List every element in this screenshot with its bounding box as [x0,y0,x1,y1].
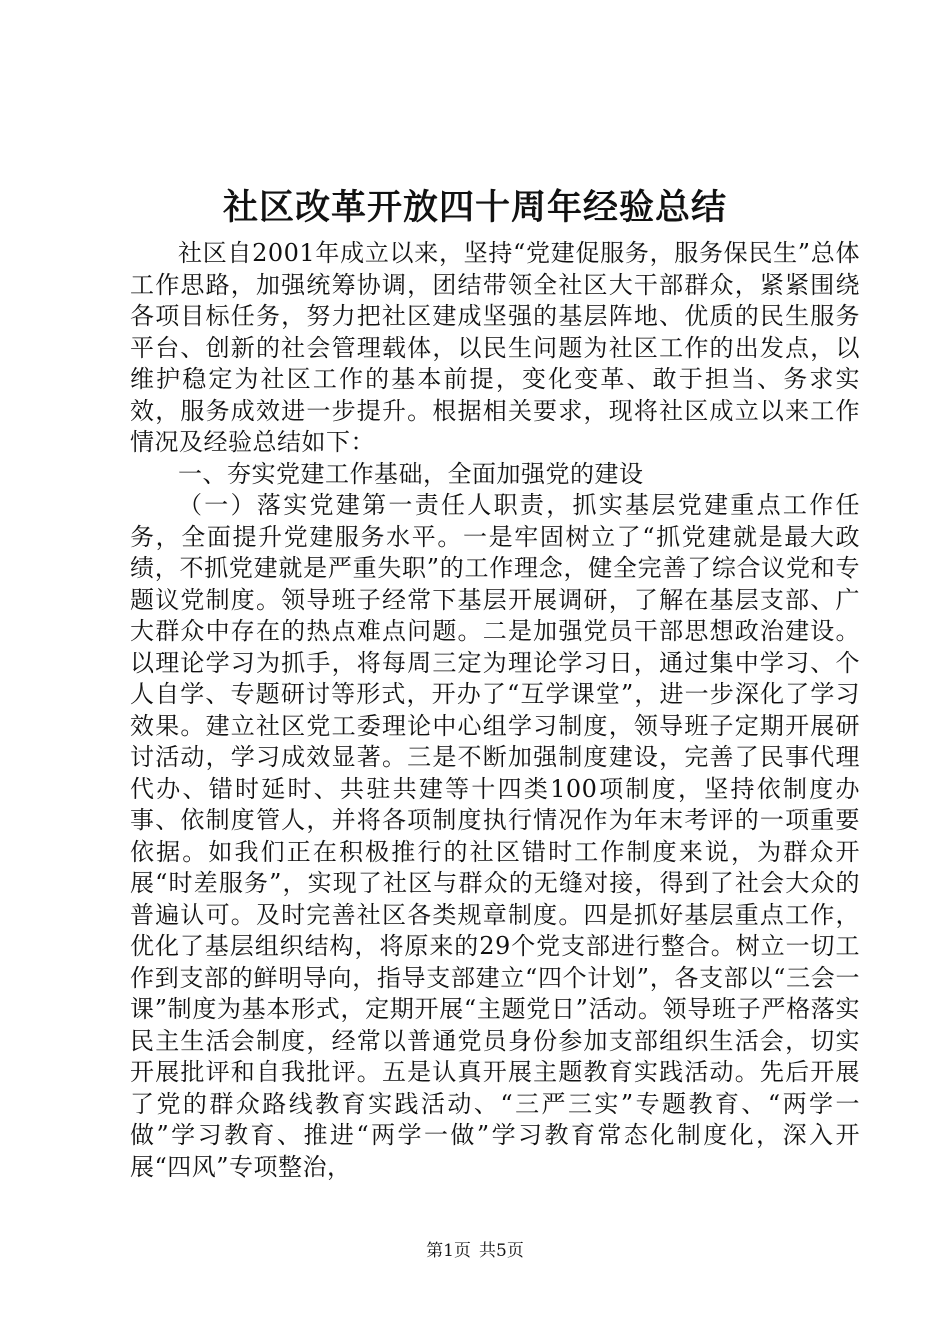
intro-paragraph: 社区自2001年成立以来，坚持“党建促服务，服务保民生”总体工作思路，加强统筹协调，团结带领全社区大干部群众，紧紧围绕各项目标任务，努力把社区建成坚强的基层阵地、优质的民生服务平台、创新的社会管理载体，以民生问题为社区工作的出发点，以维护稳定为社区工作的基本前提，变化变革、敢于担当、务求实效，服务成效进一步提升。根据相关要求，现将社区成立以来工作情况及经验总结如下： [130,239,860,456]
page-footer [0,1239,950,1263]
document-title: 社区改革开放四十周年经验总结 [222,187,727,228]
section-heading: 一、夯实党建工作基础，全面加强党的建设 [178,459,644,488]
page-total: 共5页 [479,1241,524,1261]
page-number: 第1页 [426,1241,471,1261]
document-body [130,238,860,1183]
body-paragraph: （一）落实党建第一责任人职责，抓实基层党建重点工作任务，全面提升党建服务水平。一是牢固树立了“抓党建就是最大政绩，不抓党建就是严重失职”的工作理念，健全完善了综合议党和专题议党制度。领导班子经常下基层开展调研，了解在基层支部、广大群众中存在的热点难点问题。二是加强党员干部思想政治建设。以理论学习为抓手，将每周三定为理论学习日，通过集中学习、个人自学、专题研讨等形式，开办了“互学课堂”，进一步深化了学习效果。建立社区党工委理论中心组学习制度，领导班子定期开展研讨活动，学习成效显著。三是不断加强制度建设，完善了民事代理代办、错时延时、共驻共建等十四类100项制度，坚持依制度办事、依制度管人，并将各项制度执行情况作为年末考评的一项重要依据。如我们正在积极推行的社区错时工作制度来说，为群众开展“时差服务”，实现了社区与群众的无缝对接，得到了社会大众的普遍认可。及时完善社区各类规章制度。四是抓好基层重点工作，优化了基层组织结构，将原来的29个党支部进行整合。树立一切工作到支部的鲜明导向，指导支部建立“四个计划”，各支部以“三会一课”制度为基本形式，定期开展“主题党日”活动。领导班子严格落实民主生活会制度，经常以普通党员身份参加支部组织生活会，切实开展批评和自我批评。五是认真开展主题教育实践活动。先后开展了党的群众路线教育实践活动、“三严三实”专题教育、“两学一做”学习教育、推进“两学一做”学习教育常态化制度化，深入开展“四风”专项整治， [130,491,860,1181]
